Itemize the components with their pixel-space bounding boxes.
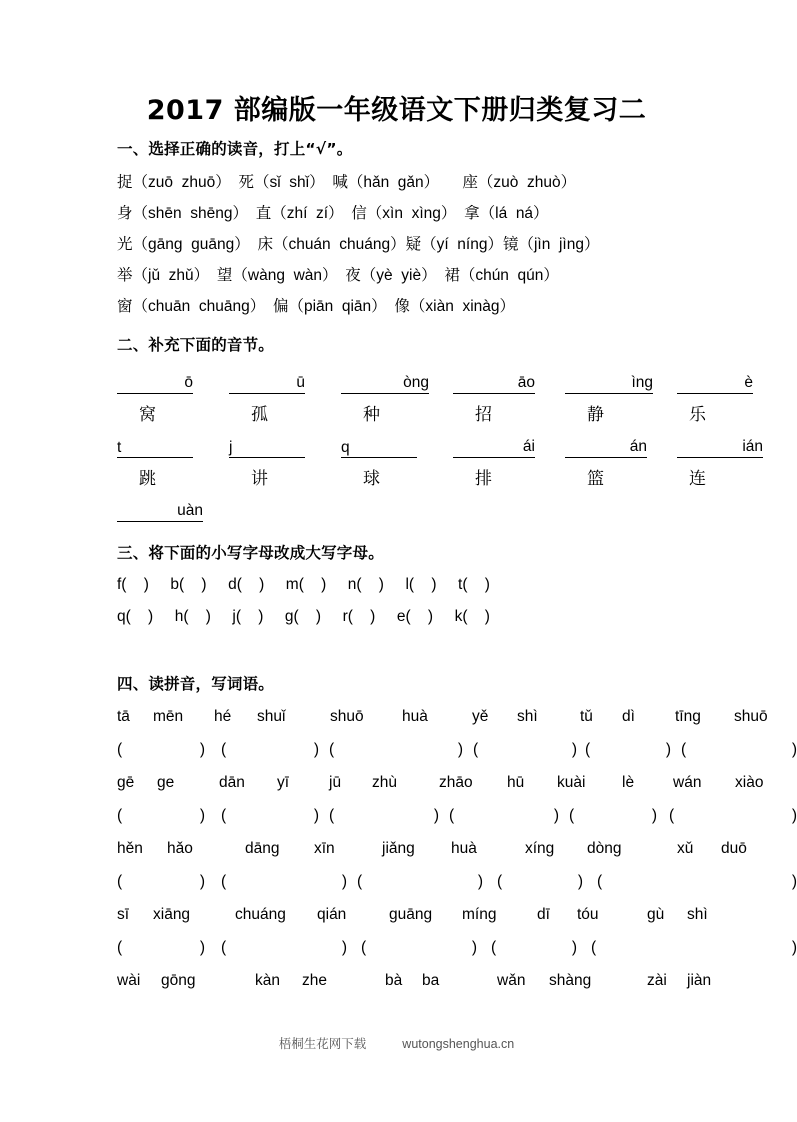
left-paren: ( <box>473 741 479 758</box>
syllable-final: è <box>744 374 753 391</box>
pinyin-syllable: huà <box>451 840 477 857</box>
pinyin-syllable: míng <box>462 906 497 923</box>
section-two-row1-characters <box>117 400 706 424</box>
syllable-blank[interactable] <box>229 438 305 458</box>
answer-blank[interactable] <box>585 741 671 759</box>
pinyin-syllable: wài <box>117 972 141 989</box>
pinyin-syllable: gù <box>647 906 665 923</box>
syllable-blank[interactable] <box>341 438 417 458</box>
pinyin-syllable: gōng <box>161 972 196 989</box>
pinyin-syllable: guāng <box>389 906 433 923</box>
section-one-heading: 一、选择正确的读音，打上“√”。 <box>117 140 353 158</box>
answer-blank[interactable] <box>221 807 319 825</box>
section-one-line-5: 窗（chuān chuāng） 偏（piān qiān） 像（xiàn xinàg） <box>117 298 516 315</box>
syllable-final: ái <box>522 438 535 455</box>
pinyin-syllable: bà <box>385 972 403 989</box>
right-paren: ) <box>791 939 797 956</box>
answer-blank[interactable] <box>117 741 205 759</box>
right-paren: ) <box>341 873 347 890</box>
syllable-blank[interactable] <box>565 438 647 458</box>
left-paren: ( <box>117 939 123 956</box>
right-paren: ) <box>199 741 205 758</box>
answer-paren-row <box>117 807 797 831</box>
pinyin-syllable: xiāng <box>153 906 191 923</box>
pinyin-syllable: gē <box>117 774 135 791</box>
left-paren: ( <box>491 939 497 956</box>
right-paren: ) <box>651 807 657 824</box>
pinyin-syllable: shì <box>687 906 708 923</box>
right-paren: ) <box>791 873 797 890</box>
syllable-blank[interactable] <box>117 502 203 522</box>
syllable-final: án <box>629 438 647 455</box>
answer-blank[interactable] <box>117 807 205 825</box>
pinyin-syllable: tóu <box>577 906 599 923</box>
prompt-character: 招 <box>475 405 492 424</box>
prompt-character: 连 <box>689 469 706 488</box>
left-paren: ( <box>585 741 591 758</box>
pinyin-syllable: tǔ <box>580 708 593 725</box>
pinyin-syllable: shuō <box>734 708 768 725</box>
syllable-final: ō <box>184 374 193 391</box>
answer-paren-row <box>117 873 797 897</box>
pinyin-syllable: tā <box>117 708 130 725</box>
left-paren: ( <box>569 807 575 824</box>
left-paren: ( <box>497 873 503 890</box>
prompt-character: 排 <box>475 469 492 488</box>
pinyin-syllable: sī <box>117 906 130 923</box>
pinyin-syllable: hé <box>214 708 232 725</box>
pinyin-prompt-row <box>117 972 712 996</box>
right-paren: ) <box>457 741 463 758</box>
answer-blank[interactable] <box>591 939 797 957</box>
left-paren: ( <box>117 873 123 890</box>
pinyin-syllable: wán <box>673 774 702 791</box>
pinyin-syllable: dòng <box>587 840 622 857</box>
pinyin-syllable: zhù <box>372 774 397 791</box>
pinyin-syllable: dī <box>537 906 550 923</box>
pinyin-syllable: shuō <box>330 708 364 725</box>
syllable-blank[interactable] <box>565 374 653 394</box>
right-paren: ) <box>791 807 797 824</box>
right-paren: ) <box>571 741 577 758</box>
pinyin-syllable: dì <box>622 708 635 725</box>
pinyin-syllable: chuáng <box>235 906 286 923</box>
pinyin-syllable: huà <box>402 708 428 725</box>
left-paren: ( <box>117 807 123 824</box>
prompt-character: 窝 <box>139 405 156 424</box>
pinyin-prompt-row <box>117 708 768 732</box>
pinyin-syllable: qián <box>317 906 347 923</box>
answer-blank[interactable] <box>221 873 347 891</box>
pinyin-syllable: zhāo <box>439 774 473 791</box>
left-paren: ( <box>597 873 603 890</box>
syllable-blank[interactable] <box>677 438 763 458</box>
prompt-character: 孤 <box>251 405 268 424</box>
syllable-blank[interactable] <box>453 374 535 394</box>
right-paren: ) <box>791 741 797 758</box>
footer-watermark <box>0 1034 793 1052</box>
left-paren: ( <box>449 807 455 824</box>
pinyin-syllable: zài <box>647 972 667 989</box>
answer-blank[interactable] <box>357 873 483 891</box>
pinyin-syllable: jiǎng <box>382 840 415 857</box>
pinyin-prompt-row <box>117 774 764 798</box>
pinyin-syllable: yī <box>277 774 290 791</box>
pinyin-syllable: xíng <box>525 840 555 857</box>
pinyin-syllable: dān <box>219 774 245 791</box>
answer-blank[interactable] <box>449 807 559 825</box>
answer-blank[interactable] <box>329 807 439 825</box>
section-one-line-3: 光（gāng guāng） 床（chuán chuáng）疑（yí níng）镜（jìn jìng） <box>117 236 600 253</box>
answer-blank[interactable] <box>491 939 577 957</box>
syllable-final: òng <box>403 374 429 391</box>
section-two-row1-blanks <box>117 368 753 394</box>
pinyin-prompt-row <box>117 906 708 930</box>
prompt-character: 种 <box>363 405 380 424</box>
prompt-character: 讲 <box>251 469 268 488</box>
pinyin-syllable: kuài <box>557 774 586 791</box>
answer-blank[interactable] <box>117 939 205 957</box>
prompt-character: 跳 <box>139 469 156 488</box>
left-paren: ( <box>221 939 227 956</box>
syllable-final: ū <box>296 374 305 391</box>
prompt-character: 乐 <box>689 405 706 424</box>
syllable-final: ián <box>742 438 763 455</box>
right-paren: ) <box>341 939 347 956</box>
answer-blank[interactable] <box>597 873 797 891</box>
left-paren: ( <box>221 741 227 758</box>
footer-site: wutongshenghua.cn <box>402 1037 515 1051</box>
left-paren: ( <box>681 741 687 758</box>
right-paren: ) <box>553 807 559 824</box>
section-three-row-2[interactable]: q( ) h( ) j( ) g( ) r( ) e( ) k( ) <box>117 608 490 625</box>
right-paren: ) <box>571 939 577 956</box>
left-paren: ( <box>117 741 123 758</box>
pinyin-syllable: ge <box>157 774 175 791</box>
right-paren: ) <box>471 939 477 956</box>
section-two-row3-blanks <box>117 496 697 522</box>
syllable-blank[interactable] <box>341 374 429 394</box>
section-one-line-1: 捉（zuō zhuō） 死（sǐ shǐ） 喊（hǎn gǎn） 座（zuò zhuò） <box>117 174 577 191</box>
right-paren: ) <box>433 807 439 824</box>
section-one-line-4: 举（jǔ zhǔ） 望（wàng wàn） 夜（yè yiè） 裙（chún qún） <box>117 267 559 284</box>
left-paren: ( <box>669 807 675 824</box>
pinyin-syllable: xiào <box>735 774 764 791</box>
pinyin-syllable: jū <box>329 774 342 791</box>
left-paren: ( <box>221 873 227 890</box>
pinyin-syllable: hū <box>507 774 525 791</box>
syllable-initial: j <box>229 439 233 456</box>
answer-blank[interactable] <box>117 873 205 891</box>
syllable-blank[interactable] <box>117 438 193 458</box>
pinyin-prompt-row <box>117 840 747 864</box>
left-paren: ( <box>329 741 335 758</box>
left-paren: ( <box>329 807 335 824</box>
syllable-final: ìng <box>631 374 653 391</box>
pinyin-syllable: shuǐ <box>257 708 286 725</box>
answer-blank[interactable] <box>681 741 797 759</box>
answer-blank[interactable] <box>329 741 463 759</box>
pinyin-syllable: duō <box>721 840 747 857</box>
syllable-blank[interactable] <box>453 438 535 458</box>
pinyin-syllable: hěn <box>117 840 143 857</box>
page-title: 2017 部编版一年级语文下册归类复习二 <box>146 95 647 126</box>
left-paren: ( <box>591 939 597 956</box>
right-paren: ) <box>199 873 205 890</box>
prompt-character: 静 <box>587 405 604 424</box>
pinyin-syllable: shàng <box>549 972 592 989</box>
syllable-blank[interactable] <box>229 374 305 394</box>
left-paren: ( <box>357 873 363 890</box>
right-paren: ) <box>477 873 483 890</box>
pinyin-syllable: lè <box>622 774 635 791</box>
syllable-initial: t <box>117 439 122 456</box>
pinyin-syllable: tīng <box>675 708 701 725</box>
right-paren: ) <box>313 807 319 824</box>
pinyin-syllable: ba <box>422 972 440 989</box>
syllable-final: uàn <box>177 502 203 519</box>
section-two-row2-characters <box>117 464 706 488</box>
pinyin-syllable: wǎn <box>497 972 526 989</box>
pinyin-syllable: xīn <box>314 840 335 857</box>
section-three-row-1[interactable]: f( ) b( ) d( ) m( ) n( ) l( ) t( ) <box>117 576 490 593</box>
section-two-heading: 二、补充下面的音节。 <box>117 336 275 354</box>
pinyin-syllable: zhe <box>302 972 327 989</box>
answer-blank[interactable] <box>497 873 583 891</box>
pinyin-syllable: jiàn <box>687 972 712 989</box>
syllable-blank[interactable] <box>677 374 753 394</box>
syllable-blank[interactable] <box>117 374 193 394</box>
section-four-heading: 四、读拼音，写词语。 <box>117 675 275 693</box>
syllable-initial: q <box>341 439 350 456</box>
pinyin-syllable: hǎo <box>167 840 193 857</box>
pinyin-syllable: kàn <box>255 972 280 989</box>
answer-blank[interactable] <box>473 741 577 759</box>
answer-paren-row <box>117 741 797 765</box>
pinyin-syllable: mēn <box>153 708 184 725</box>
right-paren: ) <box>665 741 671 758</box>
pinyin-syllable: xǔ <box>677 840 694 857</box>
syllable-final: āo <box>517 374 535 391</box>
section-three-heading: 三、将下面的小写字母改成大写字母。 <box>117 544 384 562</box>
pinyin-syllable: shì <box>517 708 538 725</box>
right-paren: ) <box>199 939 205 956</box>
right-paren: ) <box>577 873 583 890</box>
prompt-character: 球 <box>363 469 380 488</box>
right-paren: ) <box>199 807 205 824</box>
section-one-line-2: 身（shēn shēng） 直（zhí zí） 信（xìn xìng） 拿（lá ná） <box>117 205 549 222</box>
pinyin-syllable: dāng <box>245 840 280 857</box>
left-paren: ( <box>221 807 227 824</box>
right-paren: ) <box>313 741 319 758</box>
footer-label: 梧桐生花网下载 <box>278 1037 367 1051</box>
answer-blank[interactable] <box>221 741 319 759</box>
section-two-row2-blanks <box>117 432 763 458</box>
answer-blank[interactable] <box>221 939 347 957</box>
answer-blank[interactable] <box>569 807 657 825</box>
left-paren: ( <box>361 939 367 956</box>
answer-paren-row <box>117 939 797 963</box>
answer-blank[interactable] <box>361 939 477 957</box>
answer-blank[interactable] <box>669 807 797 825</box>
pinyin-syllable: yě <box>472 708 489 725</box>
prompt-character: 篮 <box>587 469 604 488</box>
